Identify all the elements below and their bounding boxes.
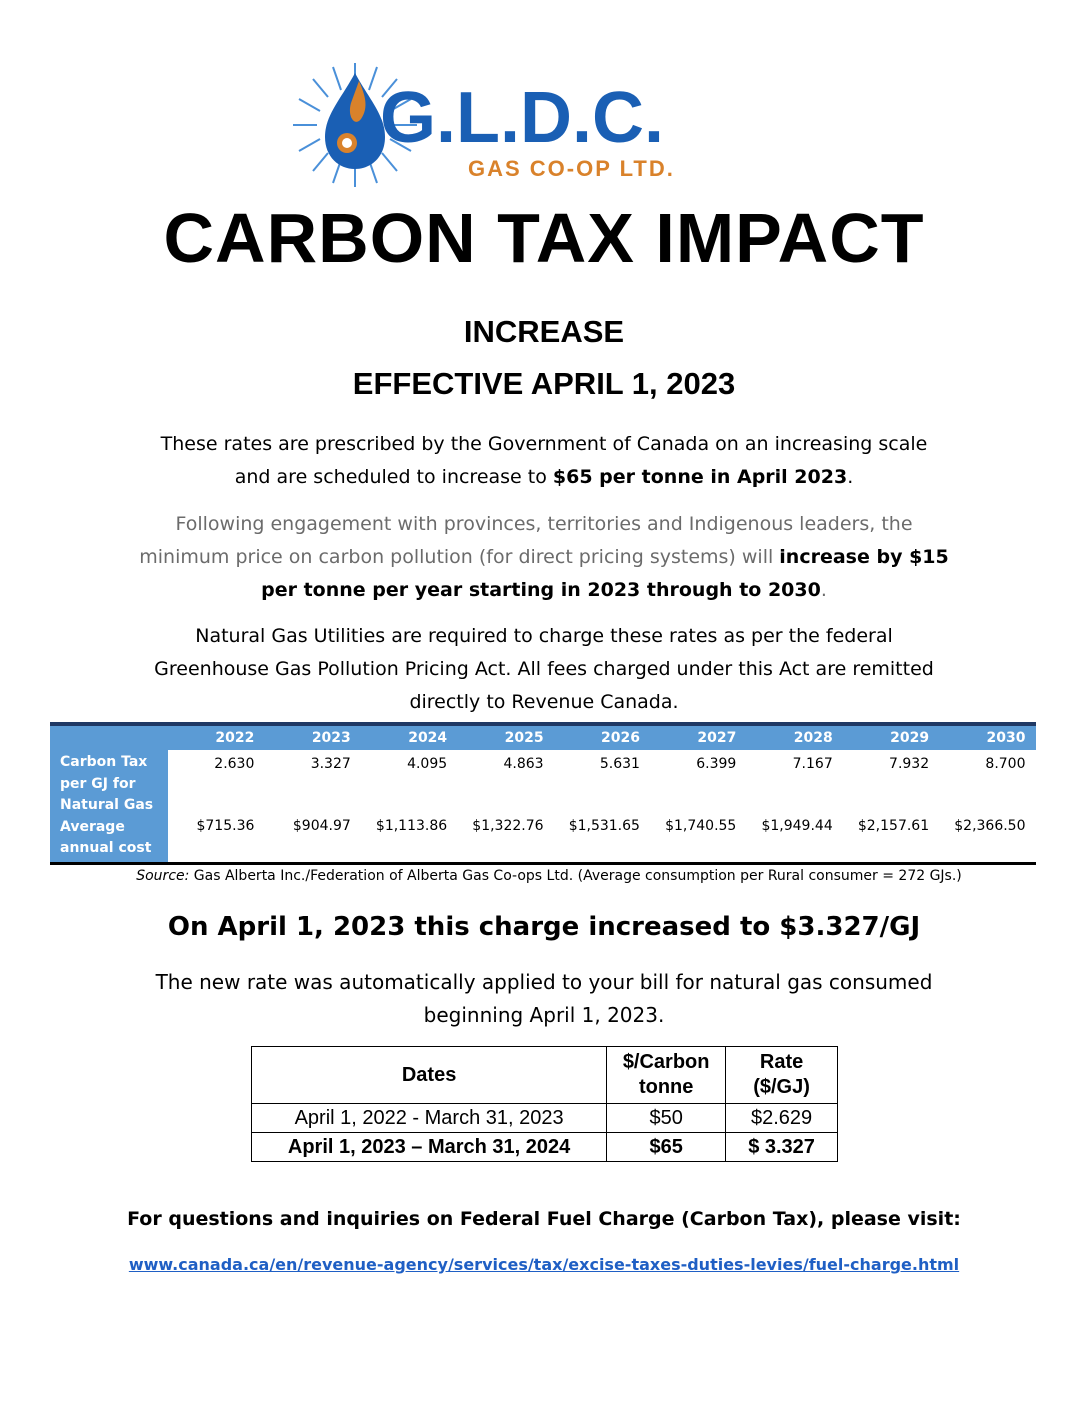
- dates-header: Dates: [252, 1047, 607, 1104]
- rate-table-body: [50, 750, 1036, 865]
- table-row: [168, 814, 1036, 860]
- source-label: Source:: [136, 868, 190, 884]
- carbon-tax-rate-table: [50, 722, 1036, 865]
- intro-line-2-end: .: [847, 466, 854, 488]
- tax-per-gj-cell: 3.327: [310, 756, 351, 772]
- rate-cell: $ 3.327: [726, 1133, 838, 1162]
- logo-tagline-text: GAS CO-OP LTD.: [468, 156, 675, 181]
- utilities-line-1: Natural Gas Utilities are required to charge these rates as per the federal: [195, 625, 893, 647]
- year-header: 2024: [408, 730, 448, 746]
- applied-line-2: beginning April 1, 2023.: [423, 1003, 665, 1027]
- tax-per-gj-cell: 5.631: [599, 756, 640, 772]
- year-header: 2022: [215, 730, 255, 746]
- flame-burst-icon: [280, 50, 750, 190]
- annual-cost-cell: $1,949.44: [761, 818, 833, 834]
- intro-line-1: These rates are prescribed by the Government of Canada on an increasing scale: [160, 433, 928, 455]
- table-header-row: [252, 1047, 838, 1104]
- table-row: [252, 1104, 838, 1133]
- row-label: per GJ for: [60, 775, 136, 792]
- applied-line-1: The new rate was automatically applied to your bill for natural gas consumed: [155, 970, 933, 994]
- carbon-cell: $50: [607, 1104, 726, 1133]
- dates-rate-table: [251, 1046, 838, 1162]
- utilities-line-2: Greenhouse Gas Pollution Pricing Act. All fees charged under this Act are remitted: [154, 658, 934, 680]
- row-labels: [50, 750, 168, 862]
- annual-cost-cell: $2,366.50: [954, 818, 1026, 834]
- tax-per-gj-cell: 4.863: [503, 756, 544, 772]
- tax-per-gj-cell: 6.399: [696, 756, 737, 772]
- effective-date-heading: EFFECTIVE APRIL 1, 2023: [352, 366, 736, 401]
- annual-cost-cell: $904.97: [292, 818, 351, 834]
- year-header: 2025: [504, 730, 544, 746]
- year-header: 2029: [890, 730, 930, 746]
- company-logo: [280, 50, 750, 190]
- source-note: [0, 868, 1088, 884]
- year-header: 2023: [311, 730, 351, 746]
- dates-cell: April 1, 2023 – March 31, 2024: [252, 1133, 607, 1162]
- carbon-cell: $65: [607, 1133, 726, 1162]
- engagement-line-2: [100, 541, 988, 574]
- intro-line-2-text: and are scheduled to increase to: [234, 466, 553, 488]
- tax-per-gj-cell: 2.630: [214, 756, 255, 772]
- engagement-line-2-text: minimum price on carbon pollution (for direct pricing systems) will: [139, 546, 780, 568]
- increase-heading: INCREASE: [463, 314, 625, 349]
- tax-per-gj-cell: 4.095: [407, 756, 448, 772]
- applied-paragraph: [100, 966, 988, 1032]
- carbon-header-line: tonne: [638, 1076, 694, 1098]
- annual-cost-cell: $715.36: [196, 818, 255, 834]
- annual-cost-cell: $1,740.55: [665, 818, 737, 834]
- utilities-paragraph: [100, 620, 988, 719]
- row-label: annual cost: [60, 840, 152, 857]
- header-corner: [50, 726, 168, 750]
- annual-cost-cell: $1,113.86: [375, 818, 448, 834]
- fuel-charge-link[interactable]: www.canada.ca/en/revenue-agency/services/tax/excise-taxes-duties-levies/fuel-charge.html: [128, 1255, 960, 1274]
- questions-text: For questions and inquiries on Federal Fuel Charge (Carbon Tax), please visit:: [127, 1208, 961, 1230]
- year-header: 2026: [600, 730, 640, 746]
- engagement-line-3-bold: per tonne per year starting in 2023 through to 2030: [261, 579, 821, 601]
- row-label: Natural Gas: [60, 797, 154, 814]
- tax-per-gj-cell: 8.700: [985, 756, 1026, 772]
- annual-cost-cell: $2,157.61: [857, 818, 930, 834]
- utilities-line-3: directly to Revenue Canada.: [409, 691, 679, 713]
- engagement-line-1: Following engagement with provinces, territories and Indigenous leaders, the: [175, 513, 913, 535]
- carbon-header-line: $/Carbon: [622, 1051, 710, 1073]
- row-label: Carbon Tax: [60, 754, 148, 770]
- year-header: 2027: [697, 730, 737, 746]
- source-text: Gas Alberta Inc./Federation of Alberta Gas Co-ops Ltd. (Average consumption per Rural consumer = 272 GJs.): [189, 868, 962, 884]
- engagement-line-3: [100, 574, 988, 607]
- table-row: [168, 750, 1036, 814]
- engagement-line-3-end: .: [820, 579, 827, 601]
- intro-paragraph: [100, 428, 988, 494]
- charge-heading: On April 1, 2023 this charge increased to $3.327/GJ: [167, 912, 921, 942]
- rate-values: [168, 750, 1036, 862]
- engagement-line-2-bold: increase by $15: [779, 546, 949, 568]
- intro-line-2-bold: $65 per tonne in April 2023: [552, 466, 848, 488]
- annual-cost-cell: $1,531.65: [568, 818, 640, 834]
- intro-line-2: [100, 461, 988, 494]
- dates-cell: April 1, 2022 - March 31, 2023: [252, 1104, 607, 1133]
- year-header-row: [50, 722, 1036, 750]
- year-header: 2030: [986, 730, 1026, 746]
- row-label: Average: [60, 818, 125, 835]
- engagement-paragraph: [100, 508, 988, 607]
- rate-header-line: ($/GJ): [753, 1076, 810, 1098]
- page-title: CARBON TAX IMPACT: [163, 199, 925, 277]
- rate-header: [726, 1047, 838, 1104]
- rate-header-line: Rate: [759, 1051, 804, 1073]
- year-header: 2028: [793, 730, 833, 746]
- rate-cell: $2.629: [726, 1104, 838, 1133]
- carbon-tonne-header: [607, 1047, 726, 1104]
- logo-brand-text: G.L.D.C.: [380, 78, 664, 158]
- tax-per-gj-cell: 7.167: [792, 756, 833, 772]
- table-row: [252, 1133, 838, 1162]
- tax-per-gj-cell: 7.932: [889, 756, 930, 772]
- annual-cost-cell: $1,322.76: [472, 818, 544, 834]
